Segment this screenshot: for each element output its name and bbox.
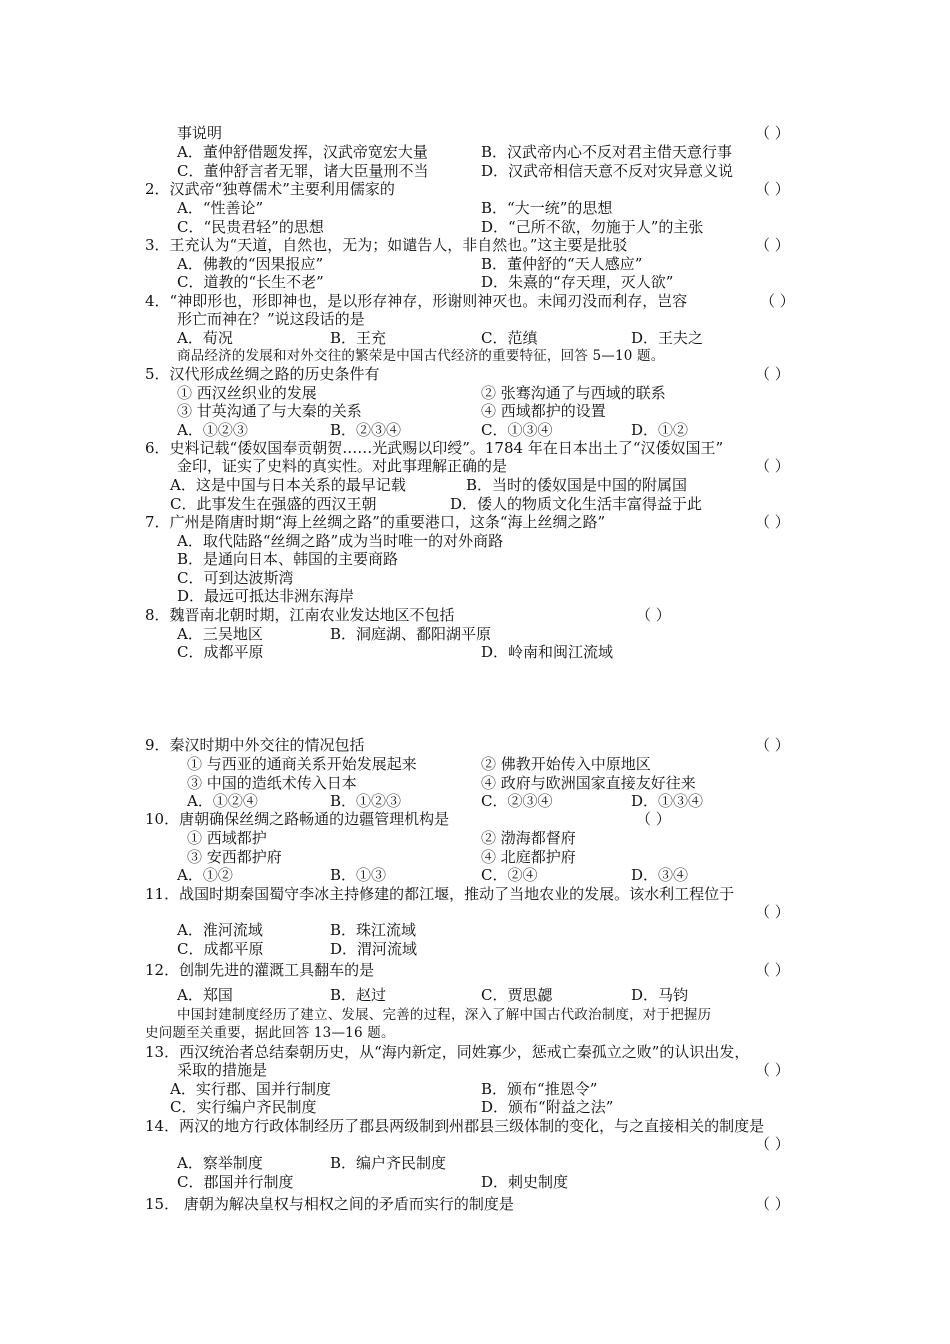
q9-answer-bracket: （ ） (755, 736, 790, 754)
q8-stem: 8．魏晋南北朝时期，江南农业发达地区不包括 (145, 606, 455, 624)
q4-stem: 4．“神即形也，形即神也，是以形存神存，形谢则神灭也。未闻刃没而利存，岂容 (145, 292, 688, 310)
q1-option-c: C．董仲舒言者无罪，诸大臣量刑不当 (177, 162, 429, 180)
q3-answer-bracket: （ ） (755, 236, 790, 254)
q7-option-d: D．最远可抵达非洲东海岸 (177, 587, 355, 605)
q2-stem: 2．汉武帝“独尊儒术”主要利用儒家的 (145, 180, 395, 198)
q10-item-3: ③ 安西都护府 (187, 848, 282, 866)
q13-option-a: A．实行郡、国并行制度 (170, 1080, 331, 1098)
q2-option-b: B．“大一统”的思想 (481, 199, 613, 217)
q10-option-d: D．③④ (631, 866, 689, 884)
q5-answer-bracket: （ ） (755, 365, 790, 383)
q8-option-d: D．岭南和闽江流域 (481, 643, 614, 661)
q4-option-a: A．荀况 (177, 329, 233, 347)
q3-option-c: C．道教的“长生不老” (177, 273, 324, 291)
q12-stem: 12．创制先进的灌溉工具翻车的是 (145, 961, 375, 979)
q4-answer-bracket: （ ） (760, 292, 795, 310)
q1-stem-tail: 事说明 (177, 124, 223, 142)
q2-answer-bracket: （ ） (755, 180, 790, 198)
q6-option-c: C．此事发生在强盛的西汉王朝 (170, 495, 377, 513)
q4-option-d: D．王夫之 (631, 329, 704, 347)
q3-stem: 3．王充认为“天道，自然也，无为；如谴告人，非自然也。”这主要是批驳 (145, 236, 628, 254)
q11-option-d: D．渭河流域 (330, 940, 418, 958)
q5-item-2: ② 张骞沟通了与西域的联系 (481, 384, 666, 402)
q2-option-c: C．“民贵君轻”的思想 (177, 218, 324, 236)
q12-option-b: B．赵过 (330, 986, 387, 1004)
q9-item-3: ③ 中国的造纸术传入日本 (187, 774, 357, 792)
q10-stem: 10．唐朝确保丝绸之路畅通的边疆管理机构是 (145, 810, 450, 828)
q14-answer-bracket: （ ） (755, 1135, 790, 1153)
q1-option-b: B．汉武帝内心不反对君主借天意行事 (481, 143, 733, 161)
q7-answer-bracket: （ ） (755, 513, 790, 531)
q7-stem: 7．广州是隋唐时期“海上丝绸之路”的重要港口，这条“海上丝绸之路” (145, 513, 606, 531)
q3-option-d: D．朱熹的“存天理，灭人欲” (481, 273, 674, 291)
q1-option-d: D．汉武帝相信天意不反对灾异意义说 (481, 162, 734, 180)
q10-item-4: ④ 北庭都护府 (481, 848, 576, 866)
q14-option-a: A．察举制度 (177, 1154, 263, 1172)
q7-option-a: A．取代陆路“丝绸之路”成为当时唯一的对外商路 (177, 532, 504, 550)
q8-option-b: B．洞庭湖、鄱阳湖平原 (330, 625, 492, 643)
q5-option-b: B．②③④ (330, 421, 402, 439)
q8-option-c: C．成都平原 (177, 643, 264, 661)
q13-answer-bracket: （ ） (755, 1061, 790, 1079)
q9-item-2: ② 佛教开始传入中原地区 (481, 755, 651, 773)
section-intro-13-16-line2: 史问题至关重要，据此回答 13—16 题。 (145, 1025, 395, 1041)
q10-answer-bracket: （ ） (636, 810, 671, 828)
q10-item-1: ① 西域都护 (187, 829, 267, 847)
q14-option-c: C．郡国并行制度 (177, 1173, 294, 1191)
q9-option-d: D．①③④ (631, 792, 704, 810)
q10-item-2: ② 渤海都督府 (481, 829, 576, 847)
q12-option-c: C．贾思勰 (481, 986, 553, 1004)
q6-stem-line2: 金印，证实了史料的真实性。对此事理解正确的是 (177, 457, 508, 475)
section-intro-5-10: 商品经济的发展和对外交往的繁荣是中国古代经济的重要特征，回答 5—10 题。 (177, 348, 665, 364)
q4-stem-line2: 形亡而神在？”说这段话的是 (177, 310, 365, 328)
q9-option-c: C．②③④ (481, 792, 553, 810)
q13-option-c: C．实行编户齐民制度 (170, 1098, 317, 1116)
q10-option-a: A．①② (177, 866, 233, 884)
q11-option-b: B．珠江流域 (330, 921, 417, 939)
q11-stem: 11．战国时期秦国蜀守李冰主持修建的都江堰，推动了当地农业的发展。该水利工程位于 (145, 885, 735, 903)
q13-option-b: B．颁布“推恩令” (481, 1080, 598, 1098)
q3-option-a: A．佛教的“因果报应” (177, 255, 324, 273)
q6-option-d: D．倭人的物质文化生活丰富得益于此 (450, 495, 703, 513)
q6-answer-bracket: （ ） (755, 457, 790, 475)
q13-option-d: D．颁布“附益之法” (481, 1098, 614, 1116)
q15-answer-bracket: （ ） (755, 1195, 790, 1213)
q6-stem: 6．史料记载“倭奴国奉贡朝贺……光武赐以印绶”。1784 年在日本出土了“汉倭奴国王” (145, 439, 724, 457)
q7-option-b: B．是通向日本、韩国的主要商路 (177, 550, 399, 568)
q13-stem-line2: 采取的措施是 (177, 1061, 268, 1079)
q2-option-a: A．“性善论” (177, 199, 264, 217)
q11-option-c: C．成都平原 (177, 940, 264, 958)
q14-stem: 14．两汉的地方行政体制经历了郡县两级制到州郡县三级体制的变化，与之直接相关的制度是 (145, 1117, 765, 1135)
q9-option-b: B．①②③ (330, 792, 402, 810)
q2-option-d: D．“己所不欲，勿施于人”的主张 (481, 218, 704, 236)
q12-answer-bracket: （ ） (755, 961, 790, 979)
q5-item-4: ④ 西域都护的设置 (481, 402, 606, 420)
q5-item-1: ① 西汉丝织业的发展 (177, 384, 317, 402)
q5-option-a: A．①②③ (177, 421, 248, 439)
q6-option-b: B．当时的倭奴国是中国的附属国 (466, 476, 688, 494)
q3-option-b: B．董仲舒的“天人感应” (481, 255, 643, 273)
q9-item-1: ① 与西亚的通商关系开始发展起来 (187, 755, 417, 773)
q1-option-a: A．董仲舒借题发挥，汉武帝宽宏大量 (177, 143, 428, 161)
q15-stem: 15． 唐朝为解决皇权与相权之间的矛盾而实行的制度是 (145, 1195, 514, 1213)
q4-option-c: C．范缜 (481, 329, 538, 347)
q4-option-b: B．王充 (330, 329, 387, 347)
q13-stem: 13．西汉统治者总结秦朝历史，从“海内新定，同姓寡少，惩戒亡秦孤立之败”的认识出发， (145, 1043, 750, 1061)
q11-option-a: A．淮河流域 (177, 921, 263, 939)
q14-option-d: D．刺史制度 (481, 1173, 569, 1191)
q6-option-a: A．这是中国与日本关系的最早记载 (170, 476, 406, 494)
q14-option-b: B．编户齐民制度 (330, 1154, 447, 1172)
q11-answer-bracket: （ ） (755, 903, 790, 921)
q8-option-a: A．三吴地区 (177, 625, 263, 643)
q10-option-b: B．①③ (330, 866, 387, 884)
q12-option-a: A．郑国 (177, 986, 233, 1004)
section-intro-13-16-line1: 中国封建制度经历了建立、发展、完善的过程，深入了解中国古代政治制度，对于把握历 (177, 1007, 712, 1023)
q12-option-d: D．马钧 (631, 986, 689, 1004)
q9-item-4: ④ 政府与欧洲国家直接友好往来 (481, 774, 696, 792)
q9-option-a: A．①②④ (187, 792, 258, 810)
q9-stem: 9．秦汉时期中外交往的情况包括 (145, 736, 365, 754)
q5-stem: 5．汉代形成丝绸之路的历史条件有 (145, 365, 380, 383)
q8-answer-bracket: （ ） (636, 606, 671, 624)
q5-option-c: C．①③④ (481, 421, 553, 439)
q7-option-c: C．可到达波斯湾 (177, 569, 294, 587)
q5-item-3: ③ 甘英沟通了与大秦的关系 (177, 402, 362, 420)
q1-answer-bracket: （ ） (755, 124, 790, 142)
q5-option-d: D．①② (631, 421, 689, 439)
q10-option-c: C．②④ (481, 866, 538, 884)
